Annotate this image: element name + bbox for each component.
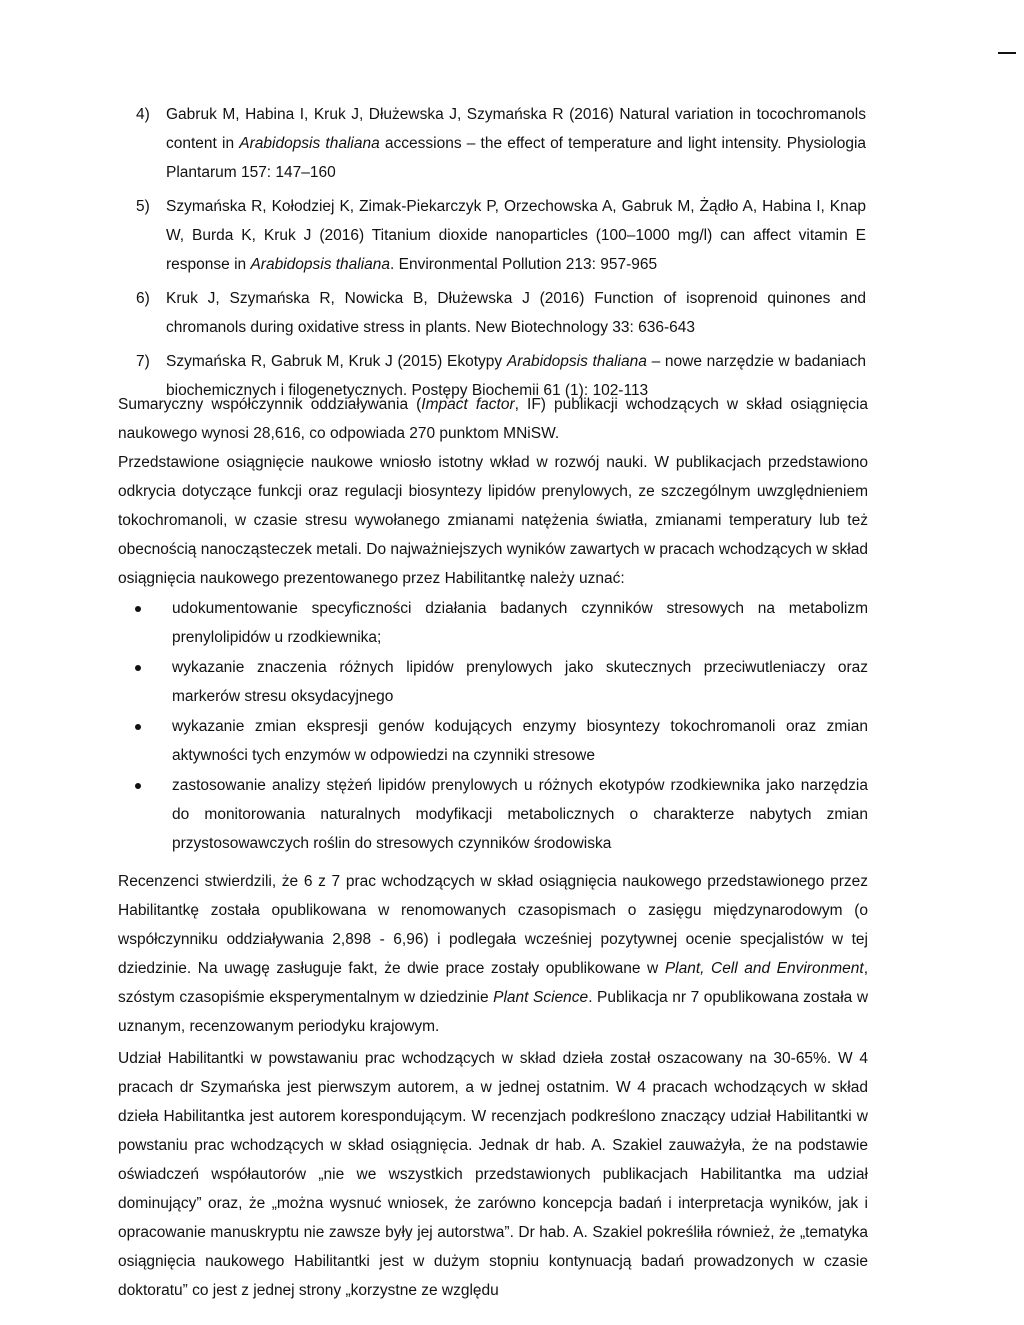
reference-text: Szymańska R, Gabruk M, Kruk J (2015) Ekotypy <box>166 353 507 370</box>
summary-text: , IF) publikacji wchodzących w skład osiągnięcia naukowego wynosi 28,616, co odpowiada 270 punktom MNiSW. <box>118 396 868 442</box>
bullet-icon <box>135 665 141 671</box>
reference-text: Gabruk M, Habina I, Kruk J, Dłużewska J, Szymańska R (2016) Natural variation in tocochromanols content in <box>166 106 866 152</box>
reference-number: 6) <box>136 290 150 307</box>
reference-text: – nowe narzędzie w badaniach biochemicznych i filogenetycznych. Postępy Biochemii 61 (1): 102-113 <box>166 353 866 399</box>
reference-text: Szymańska R, Kołodziej K, Zimak-Piekarczyk P, Orzechowska A, Gabruk M, Żądło A, Habina I, Knap W, Burda K, Kruk J (2016) Titanium dioxide nanoparticles (100–1000 mg/l) can affect vitamin E response in <box>166 198 866 273</box>
page-edge-mark <box>998 52 1016 54</box>
reference-number: 4) <box>136 106 150 123</box>
reviewers-text: , szóstym czasopiśmie eksperymentalnym w dziedzinie <box>118 960 868 1006</box>
result-text: udokumentowanie specyficzności działania badanych czynników stresowych na metabolizm prenylolipidów u rzodkiewnika; <box>172 600 868 646</box>
contribution-paragraph: Przedstawione osiągnięcie naukowe wniosło istotny wkład w rozwój nauki. W publikacjach przedstawiono odkrycia dotyczące funkcji oraz regulacji biosyntezy lipidów prenylowych, ze szczególnym uwzględnieniem tokochromanoli, w czasie stresu wywołanego zmianami natężenia światła, zmianami temperatury lub też obecnością nanocząsteczek metali. Do najważniejszych wyników zawartych w pracach wchodzących w skład osiągnięcia naukowego prezentowanego przez Habilitantkę należy uznać: <box>118 454 868 587</box>
reference-text: Kruk J, Szymańska R, Nowicka B, Dłużewska J (2016) Function of isoprenoid quinones and chromanols during oxidative stress in plants. New Biotechnology 33: 636-643 <box>166 290 866 336</box>
share-paragraph: Udział Habilitantki w powstawaniu prac wchodzących w skład dzieła został oszacowany na 30-65%. W 4 pracach dr Szymańska jest pierwszym autorem, a w jednej ostatnim. W 4 pracach wchodzących w skład dzieła Habilitantka jest autorem korespondującym. W recenzjach podkreślono znaczący udział Habilitantki w powstaniu prac wchodzących w skład osiągnięcia. Jednak dr hab. A. Szakiel zauważyła, że na podstawie oświadczeń współautorów „nie we wszystkich przedstawionych publikacjach Habilitantka ma udział dominujący” oraz, że „można wysnuć wniosek, że zarówno koncepcja badań i interpretacja wyników, jak i opracowanie manuskryptu nie zawsze były jej autorstwa”. Dr hab. A. Szakiel pokreśliła również, że „tematyka osiągnięcia naukowego Habilitantki jest w dużym stopniu kontynuacją badań prowadzonych w czasie doktoratu” co jest z jednej strony „korzystne ze względu <box>118 1050 868 1299</box>
bullet-icon <box>135 724 141 730</box>
reviewers-paragraph <box>118 867 868 1041</box>
species-name: Arabidopsis thaliana <box>250 256 391 273</box>
result-item <box>118 771 868 858</box>
result-item <box>118 653 868 711</box>
reviewers-text: Recenzenci stwierdzili, że 6 z 7 prac wchodzących w skład osiągnięcia naukowego przedstawionego przez Habilitantkę została opublikowana w renomowanych czasopismach o zasięgu międzynarodowym (o współczynniku oddziaływania 2,898 - 6,96) i podlegała wcześniej pozytywnej ocenie specjalistów w tej dziedzinie. Na uwagę zasługuje fakt, że dwie prace zostały opublikowane w <box>118 873 868 977</box>
reference-text: . Environmental Pollution 213: 957-965 <box>390 256 658 273</box>
reference-item <box>136 192 866 279</box>
reference-number: 5) <box>136 198 150 215</box>
result-item <box>118 594 868 652</box>
field-name: Plant Science <box>493 989 589 1006</box>
result-text: zastosowanie analizy stężeń lipidów prenylowych u różnych ekotypów rzodkiewnika jako narzędzia do monitorowania naturalnych modyfikacji metabolicznych o charakterze nabytych zmian przystosowawczych roślin do stresowych czynników środowiska <box>172 777 868 852</box>
summary-section <box>118 390 868 858</box>
reference-item <box>136 100 866 187</box>
impact-factor-paragraph <box>118 390 868 448</box>
results-list <box>118 594 868 858</box>
reference-number: 7) <box>136 353 150 370</box>
impact-factor-term: Impact factor <box>421 396 515 413</box>
reference-text: accessions – the effect of temperature and light intensity. Physiologia Plantarum 157: 147–160 <box>166 135 867 181</box>
result-text: wykazanie znaczenia różnych lipidów prenylowych jako skutecznych przeciwutleniaczy oraz markerów stresu oksydacyjnego <box>172 659 868 705</box>
bullet-icon <box>135 606 141 612</box>
species-name: Arabidopsis thaliana <box>506 353 647 370</box>
species-name: Arabidopsis thaliana <box>239 135 380 152</box>
journal-name: Plant, Cell and Environment <box>664 960 864 977</box>
reference-list <box>136 100 866 410</box>
reference-item <box>136 284 866 342</box>
result-text: wykazanie zmian ekspresji genów kodujących enzymy biosyntezy tokochromanoli oraz zmian aktywności tych enzymów w odpowiedzi na czynniki stresowe <box>172 718 868 764</box>
summary-text: Sumaryczny współczynnik oddziaływania ( <box>118 396 422 413</box>
bullet-icon <box>135 783 141 789</box>
reviewers-text: . Publikacja nr 7 opublikowana została w uznanym, recenzowanym periodyku krajowym. <box>118 989 869 1035</box>
result-item <box>118 712 868 770</box>
